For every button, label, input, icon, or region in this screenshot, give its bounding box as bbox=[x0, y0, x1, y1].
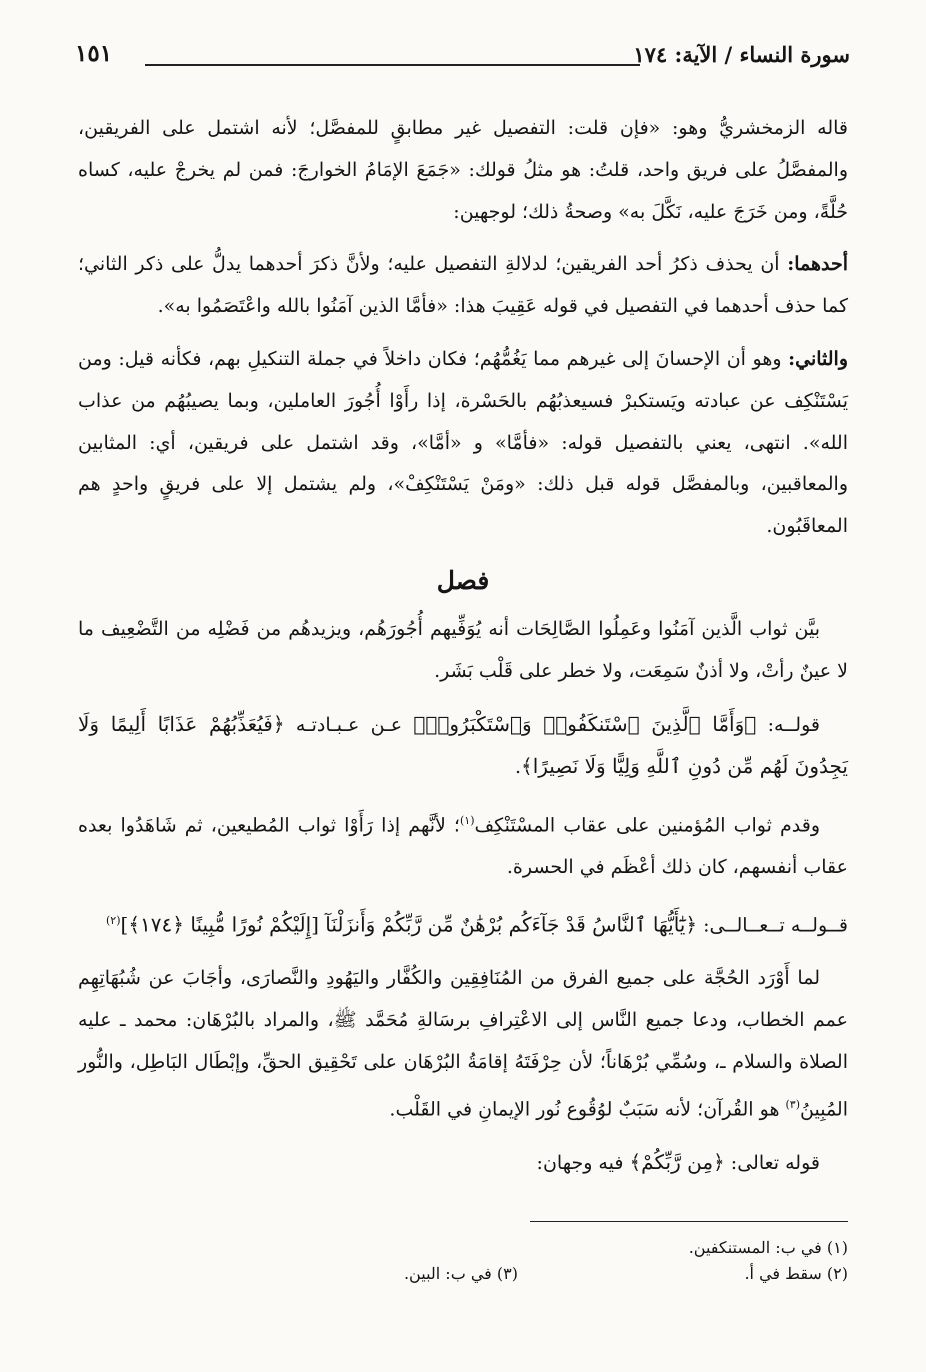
paragraph-7-a: قــولــه تــعــالــى: bbox=[697, 914, 848, 937]
paragraph-9-b: فيه وجهان: bbox=[536, 1151, 630, 1174]
paragraph-2-lead: أحدهما: bbox=[787, 253, 848, 276]
paragraph-6-b: ؛ لأنَّهم إذا رَأَوْا ثواب المُطيعين، ثم شَاهَدُوا بعده عقاب أنفسهم، كان ذلك أعْظَم في الحسرة. bbox=[78, 814, 848, 879]
footnote-1: (١) في ب: المستنكفين. bbox=[688, 1238, 848, 1257]
footnote-rule bbox=[530, 1221, 848, 1222]
paragraph-8 bbox=[78, 958, 848, 1131]
paragraph-7 bbox=[78, 900, 848, 947]
paragraph-1: قاله الزمخشريُّ وهو: «فإن قلت: التفصيل غير مطابقٍ للمفصَّل؛ لأنه اشتمل على الفريقين، والمفصَّلُ على فريق واحد، قلتُ: هو مثلُ قولك: «جَمَعَ الإمَامُ الخوارجَ: فمن لم يخرجْ عليه، كساه حُلَّةً، ومن خَرَجَ عليه، نَكَّلَ به» وصحةُ ذلك؛ لوجهين: bbox=[78, 117, 848, 223]
paragraph-8-b: هو القُرآن؛ لأنه سَبَبٌ لوُقُوع نُور الإيمانِ في القَلْب. bbox=[389, 1097, 786, 1120]
quran-verse-4: ﴿مِن رَّبِّكُمْ﴾ bbox=[629, 1149, 725, 1174]
paragraph-3-lead: والثاني: bbox=[788, 347, 848, 370]
paragraph-5-b: عـن عـبـادتـه bbox=[284, 713, 414, 736]
paragraph-4: بيَّن ثواب الَّذين آمَنُوا وعَمِلُوا الصَّالِحَات أنه يُوَفِّيهم أُجُورَهُم، ويزيدهُم من فَضْلِه من التَّضْعِيف ما لا عينٌ رأتْ، ولا أذنٌ سَمِعَت، ولا خطر على قَلْب بَشَر. bbox=[78, 617, 848, 682]
paragraph-2 bbox=[78, 244, 848, 328]
paragraph-6-a: وقدم ثواب المُؤمنين على عقاب المسْتَنْكِف bbox=[474, 814, 821, 837]
main-text bbox=[78, 108, 848, 1196]
paragraph-8-a: لما أَوْرَد الحُجَّة على جميع الفرق من المُنَافِقِين والكُفَّار واليَهُودِ والنَّصارَى، وأجَابَ عن شُبُهَاتِهِم عمم الخطاب، ودعا جميع النَّاس إلى الاعْتِرافِ برسَالةِ مُحَمَّد ﷺ، والمراد بالبُرْهَان: محمد ـ عليه الصلاة والسلام ـ، وسُمِّي بُرْهَاناً؛ لأن حِرْفَتَهُ إقامَةُ البُرْهَان على تَحْقِيق الحقِّ، وإبْطَال البَاطِل، والنُّور المُبِينُ bbox=[78, 967, 848, 1120]
footnote-row bbox=[78, 1261, 848, 1287]
footnote-ref-2: (٢) bbox=[106, 914, 121, 928]
paragraph-5 bbox=[78, 704, 848, 790]
paragraph-2-text: أن يحذف ذكرُ أحد الفريقين؛ لدلالةِ التفصيل عليه؛ ولأنَّ ذكرَ أحدهما يدلُّ على ذكر الثاني؛ كما حذف أحدهما في التفصيل في قوله عَقِيبَ هذا: «فأمَّا الذين آمَنُوا بالله واعْتَصَمُوا به». bbox=[78, 253, 848, 318]
paragraph-9 bbox=[78, 1142, 848, 1185]
header-rule bbox=[145, 64, 640, 66]
footnotes bbox=[78, 1235, 848, 1287]
paragraph-3-text: وهو أن الإحسانَ إلى غيرهم مما يَغُمُّهُم؛ فكان داخلاً في جملة التنكيلِ بهم، فكأنه قيل: ومن يَسْتَنْكِف عن عبادته ويَستكبرْ فسيعذبُهُم بالحَسْرة، إذا رأَوْا أُجُورَ العاملين، وبما يصيبُهُم من عذاب الله». انتهى، يعني بالتفصيل قوله: «فأمَّا» و «أمَّا»، وقد اشتمل على فريقين، أي: المثابين والمعاقبين، وبالمفصَّل قوله قبل ذلك: «ومَنْ يَسْتَنْكِفْ»، ولم يشتمل إلا على فريقٍ واحدٍ هم المعاقَبُون. bbox=[78, 347, 848, 538]
footnote-3: (٣) في ب: البين. bbox=[403, 1264, 518, 1283]
paragraph-9-a: قوله تعالى: bbox=[724, 1151, 820, 1174]
running-title: سورة النساء / الآية: ١٧٤ bbox=[633, 42, 850, 67]
footnote-ref-1: (١) bbox=[459, 814, 475, 828]
footnote-2: (٢) سقط في أ. bbox=[744, 1264, 848, 1283]
paragraph-5-a: قولــه: bbox=[756, 713, 820, 736]
section-title: فصل bbox=[436, 565, 490, 595]
footnote-ref-3: (٣) bbox=[785, 1097, 801, 1111]
page-header bbox=[75, 36, 850, 76]
paragraph-6 bbox=[78, 800, 848, 889]
paragraph-3 bbox=[78, 339, 848, 548]
page-number: ١٥١ bbox=[75, 40, 113, 67]
paragraph-5-c: . bbox=[514, 756, 521, 779]
quran-verse-2: ﴿فَيُعَذِّبُهُمْ عَذَابًا أَلِيمًا وَلَا يَجِدُونَ لَهُم مِّن دُونِ ٱللَّهِ وَلِيًّا وَلَا نَصِيرًا﴾ bbox=[78, 711, 848, 779]
quran-verse-1: ﴿وَأَمَّا ٱلَّذِينَ ٱسْتَنكَفُوا۟ وَٱسْتَكْبَرُوا۟﴾ bbox=[413, 711, 757, 736]
quran-verse-3: ﴿يَٰٓأَيُّهَا ٱلنَّاسُ قَدْ جَآءَكُم بُرْهَٰنٌ مِّن رَّبِّكُمْ وَأَنزَلْنَآ [إِلَيْكُمْ نُورًا مُّبِينًا ﴿١٧٤﴾] bbox=[120, 912, 698, 937]
